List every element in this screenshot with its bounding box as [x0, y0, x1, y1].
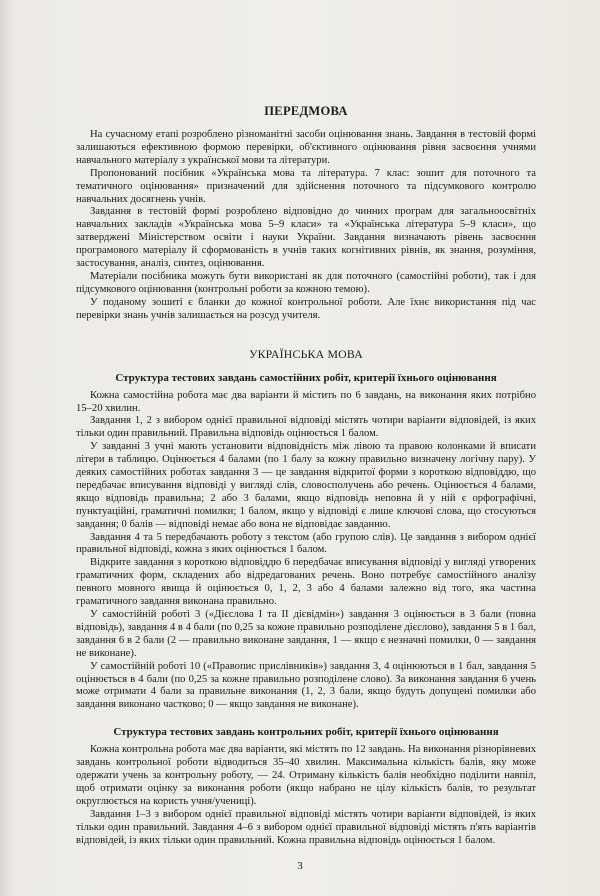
subsection-title-control-works: Структура тестових завдань контрольних робіт, критерії їхнього оцінювання — [113, 726, 499, 739]
body-paragraph: Завдання 1–3 з вибором однієї правильної відповіді містять чотири варіанти відповідей, із яких тільки один правильний. Завдання 4–6 з вибором однієї правильної відповіді містять п'ять варіантів відповідей, із яких тільки один правильний. Кожна правильна відповідь оцінюється 1 балом. — [76, 808, 536, 846]
intro-paragraph: У поданому зошиті є бланки до кожної контрольної роботи. Але їхнє використання під час перевірки знань учнів залишається на розсуд учителя. — [76, 296, 536, 321]
independent-works-section — [76, 390, 536, 713]
body-paragraph: У завданні 3 учні мають установити відповідність між лівою та правою колонками й вписати літери в таблицю. Оцінюється 4 балами (по 1 балу за кожну правильно визначену логічну пару). У деяких самостійних роботах завдання 3 — це завдання відкритої форми з короткою відповіддю, що передбачає вписування відповіді у вигляді слів, словосполучень або речень. Оцінюється 4 балами, якщо відповідь правильна; 2 або 3 балами, якщо відповідь неповна й у ній є орфографічні, пунктуаційні, граматичні помилки; 1 балом, якщо у відповіді є лише ключові слова, що стосуються завдання; 0 балів — відповіді немає або вона не відповідає завданню. — [76, 441, 536, 530]
body-paragraph: У самостійній роботі 3 («Дієслова I та II дієвідмін») завдання 3 оцінюється в 3 бали (повна відповідь), завдання 4 в 4 бали (по 0,25 за кожне правильно розподілене дієслово), завдання 5 в 1 бал, завдання 6 в 2 бали (2 — правильно виконане завдання, 1 — якщо є незначні помилки, 0 — завдання не виконане). — [76, 609, 536, 659]
page-title: ПЕРЕДМОВА — [264, 104, 348, 118]
section-title: УКРАЇНСЬКА МОВА — [249, 346, 363, 361]
body-paragraph: Кожна контрольна робота має два варіанти, які містять по 12 завдань. На виконання різнорівневих завдань контрольної роботи відводиться 35–40 хвилин. Максимальна кількість балів, яку може одержати учень за контрольну роботу, — 24. Отриману кількість балів необхідно поділити навпіл, щоб отримати оцінку за виконання роботи (якщо набрано не цілу кількість балів, то результат округлюється на користь учня/учениці). — [76, 744, 536, 807]
page-number: 3 — [297, 860, 303, 872]
body-paragraph: У самостійній роботі 10 («Правопис прислівників») завдання 3, 4 оцінюються в 1 бал, завдання 5 оцінюється в 4 бали (по 0,25 за кожне правильно розподілене слово). За виконання завдання 6 учень може отримати 4 бали за правильне виконання (1, 2, 3 бали, якщо будуть допущені помилки або завдання виконано частково; 0 — якщо завдання не виконане). — [76, 660, 536, 711]
intro-paragraph: Завдання в тестовій формі розроблено відповідно до чинних програм для загальноосвітніх навчальних закладів «Українська мова 5–9 класи» та «Українська література 5–9 класи», що затверджені Міністерством освіти і науки України. Завдання визначають рівень засвоєння програмового матеріалу й сформованість в учнів таких когнітивних рівнів, як знання, розуміння, застосування, аналіз, синтез, оцінювання. — [76, 206, 536, 270]
body-paragraph: Кожна самостійна робота має два варіанти й містить по 6 завдань, на виконання яких потрібно 15–20 хвилин. — [76, 389, 536, 414]
intro-paragraph: На сучасному етапі розроблено різноманітні засоби оцінювання знань. Завдання в тестовій формі залишаються ефективною формою перевірки, об'єктивного оцінювання рівня засвоєння учнями навчального матеріалу з української мови та літератури. — [76, 129, 536, 166]
subsection-title-independent-works: Структура тестових завдань самостійних робіт, критерії їхнього оцінювання — [115, 371, 497, 384]
intro-paragraph: Пропонований посібник «Українська мова та література. 7 клас: зошит для поточного та тематичного оцінювання» призначений для здійснення поточного та підсумкового контролю навчальних досягнень учнів. — [76, 167, 536, 205]
control-works-section — [76, 744, 536, 847]
intro-paragraph: Матеріали посібника можуть бути використані як для поточного (самостійні роботи), так і для підсумкового оцінювання (контрольні роботи за кожною темою). — [76, 270, 536, 295]
body-paragraph: Завдання 1, 2 з вибором однієї правильної відповіді містять чотири варіанти відповідей, із яких тільки один правильний. Правильна відповідь оцінюється 1 балом. — [76, 415, 536, 440]
intro-section — [76, 129, 536, 323]
body-paragraph: Завдання 4 та 5 передбачають роботу з текстом (або групою слів). Це завдання з вибором однієї правильної відповіді, кожна з яких оцінюється 1 балом. — [76, 531, 536, 556]
body-paragraph: Відкрите завдання з короткою відповіддю 6 передбачає вписування відповіді у вигляді утворених граматичних форм, складених або відредагованих речень. Воно потребує самостійного аналізу певного мовного явища й оцінюється 0, 1, 2, 3 або 4 балами залежно від того, яка частина граматичного завдання виконана правильно. — [76, 557, 536, 608]
